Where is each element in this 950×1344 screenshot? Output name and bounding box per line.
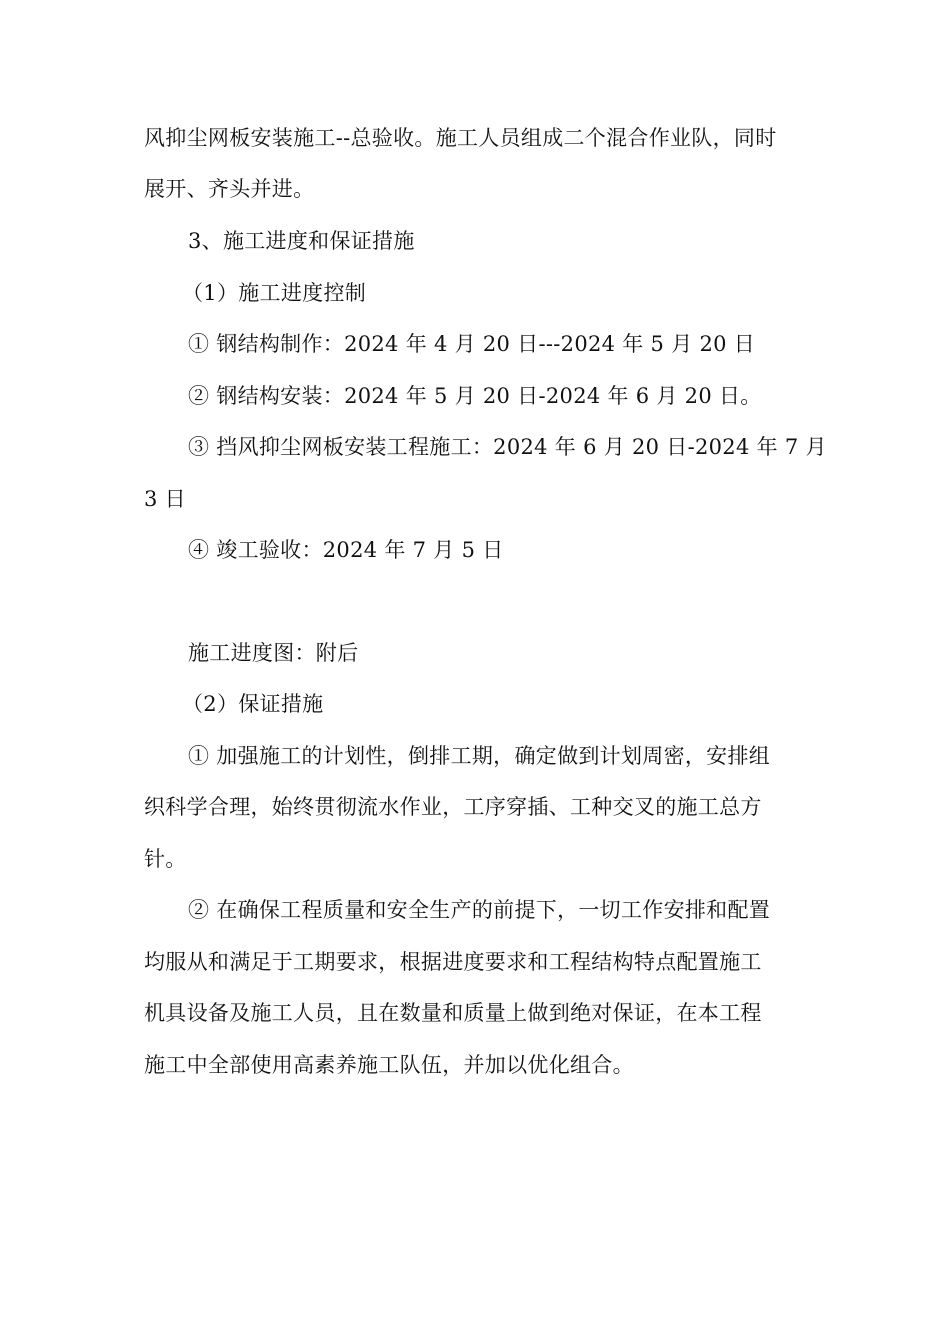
list-item-continuation: 均服从和满足于工期要求，根据进度要求和工程结构特点配置施工: [144, 950, 762, 974]
paragraph-line: 展开、齐头并进。: [144, 177, 315, 201]
list-item-continuation: 织科学合理，始终贯彻流水作业，工序穿插、工种交叉的施工总方: [144, 795, 762, 819]
subsection-heading: （2）保证措施: [182, 692, 324, 716]
list-item-continuation: 针。: [144, 847, 187, 871]
list-item: ② 钢结构安装：2024 年 5 月 20 日-2024 年 6 月 20 日。: [188, 384, 762, 408]
list-item-continuation: 施工中全部使用高素养施工队伍，并加以优化组合。: [144, 1053, 634, 1077]
list-item: ② 在确保工程质量和安全生产的前提下，一切工作安排和配置: [188, 898, 771, 922]
list-item: ④ 竣工验收：2024 年 7 月 5 日: [188, 538, 504, 562]
list-item: ① 钢结构制作：2024 年 4 月 20 日---2024 年 5 月 20 日: [188, 332, 756, 356]
list-item-continuation: 机具设备及施工人员，且在数量和质量上做到绝对保证，在本工程: [144, 1001, 762, 1025]
section-heading: 3、施工进度和保证措施: [188, 229, 415, 253]
subsection-heading: （1）施工进度控制: [182, 281, 367, 305]
list-item: ① 加强施工的计划性，倒排工期，确定做到计划周密，安排组: [188, 744, 771, 768]
list-item: ③ 挡风抑尘网板安装工程施工：2024 年 6 月 20 日-2024 年 7 月: [188, 435, 827, 459]
paragraph-line: 风抑尘网板安装施工--总验收。施工人员组成二个混合作业队，同时: [144, 126, 777, 150]
paragraph-line: 施工进度图：附后: [188, 641, 359, 665]
list-item-continuation: 3 日: [144, 487, 186, 511]
